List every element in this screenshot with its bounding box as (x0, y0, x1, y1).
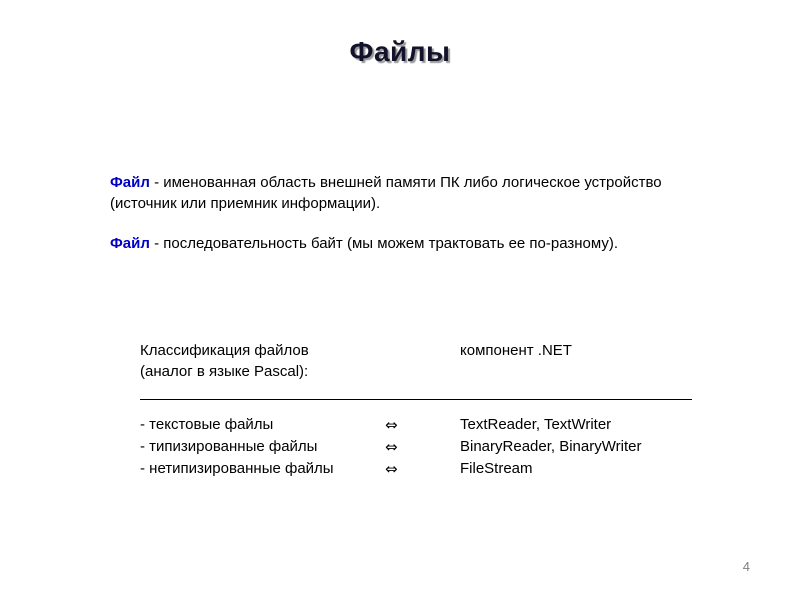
classification-row (140, 414, 692, 436)
definition-1-term: Файл (110, 174, 150, 191)
classification-header-right: компонент .NET (460, 342, 572, 359)
row-value: BinaryReader, BinaryWriter (460, 438, 642, 455)
definition-1 (110, 172, 728, 214)
row-label: - нетипизированные файлы (140, 460, 334, 477)
definition-2-term: Файл (110, 235, 150, 252)
definition-2 (110, 233, 728, 254)
classification-header-left: Классификация файлов (140, 342, 309, 359)
row-value: TextReader, TextWriter (460, 416, 612, 433)
definition-1-text: - именованная область внешней памяти ПК либо логическое устройство (источник или приемник информации). (110, 174, 662, 212)
definitions-block (110, 172, 728, 273)
classification-row (140, 458, 692, 480)
classification-row (140, 436, 692, 458)
page-number: 4 (742, 559, 750, 574)
row-label: - текстовые файлы (140, 416, 274, 433)
row-label: - типизированные файлы (140, 438, 318, 455)
definition-2-text: - последовательность байт (мы можем трактовать ее по-разному). (149, 235, 619, 252)
double-arrow-icon: ⇔ (385, 438, 398, 456)
row-value: FileStream (460, 460, 533, 477)
classification-block (140, 340, 692, 480)
double-arrow-icon: ⇔ (385, 416, 398, 434)
classification-subheader: (аналог в языке Pascal): (140, 363, 309, 380)
horizontal-divider (140, 382, 692, 400)
double-arrow-icon: ⇔ (385, 460, 398, 478)
slide-title: Файлы (349, 36, 451, 67)
classification-header (140, 340, 692, 361)
